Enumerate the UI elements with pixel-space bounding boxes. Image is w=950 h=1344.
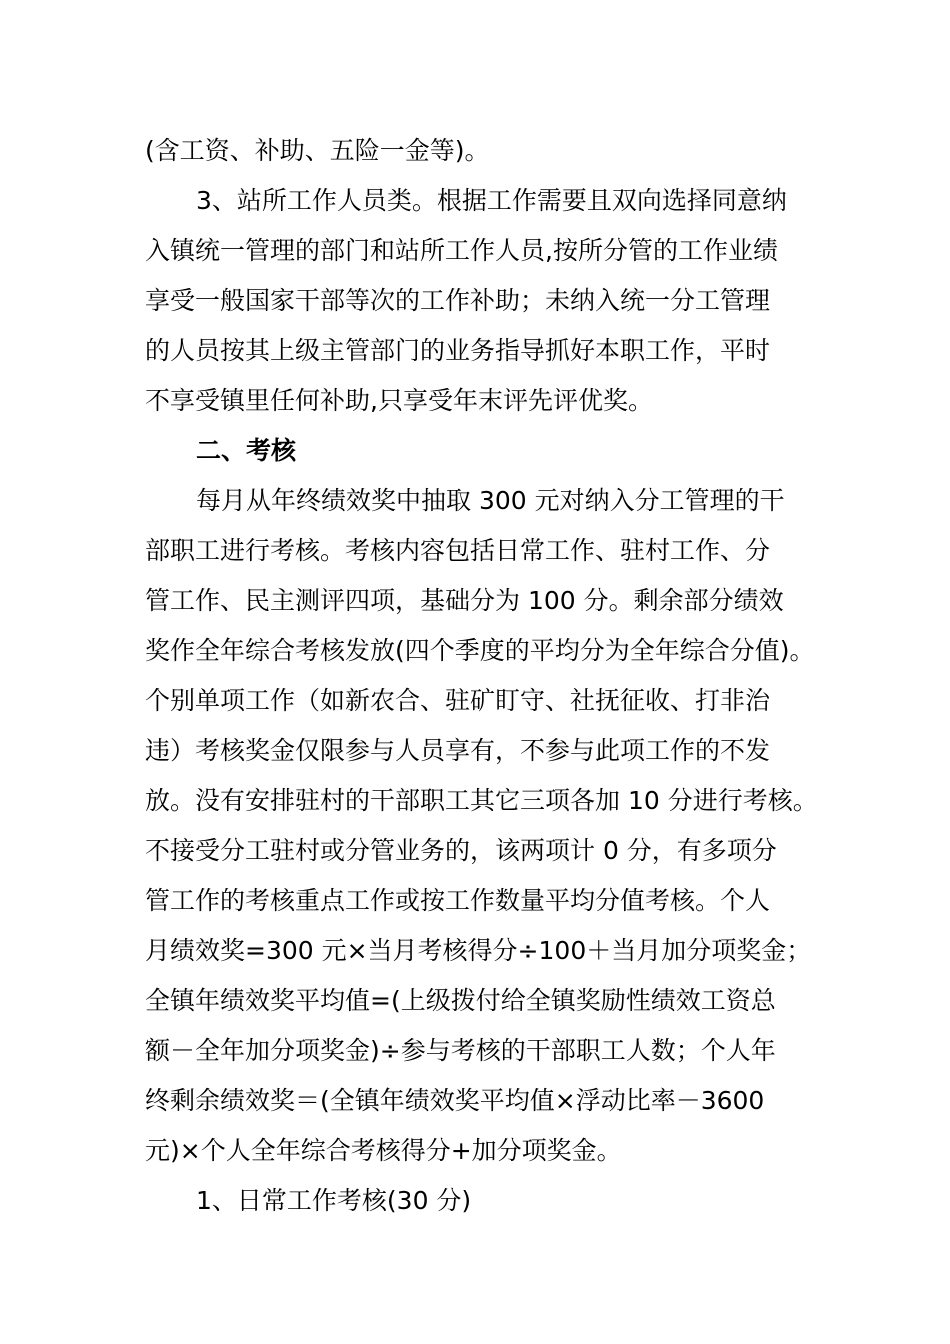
- text-line: 的人员按其上级主管部门的业务指导抓好本职工作，平时: [145, 336, 771, 365]
- text-line: 全镇年绩效奖平均值=(上级拨付给全镇奖励性绩效工资总: [145, 986, 776, 1015]
- section-heading: 二、考核: [196, 436, 297, 465]
- text-line: 入镇统一管理的部门和站所工作人员,按所分管的工作业绩: [145, 236, 778, 265]
- document-body: [145, 126, 845, 1226]
- text-line: 管工作、民主测评四项，基础分为 100 分。剩余部分绩效: [145, 586, 784, 615]
- text-line: 放。没有安排驻村的干部职工其它三项各加 10 分进行考核。: [145, 786, 818, 815]
- text-line: 个别单项工作（如新农合、驻矿盯守、社抚征收、打非治: [145, 686, 771, 715]
- text-line: 每月从年终绩效奖中抽取 300 元对纳入分工管理的干: [196, 486, 785, 515]
- text-line: 奖作全年综合考核发放(四个季度的平均分为全年综合分值)。: [145, 636, 815, 665]
- text-line: 额－全年加分项奖金)÷参与考核的干部职工人数；个人年: [145, 1036, 776, 1065]
- text-line: 管工作的考核重点工作或按工作数量平均分值考核。个人: [145, 886, 771, 915]
- text-line: 元)×个人全年综合考核得分+加分项奖金。: [145, 1136, 622, 1165]
- text-line: 3、站所工作人员类。根据工作需要且双向选择同意纳: [196, 186, 787, 215]
- text-line: 不享受镇里任何补助,只享受年末评先评优奖。: [145, 386, 653, 415]
- text-line: (含工资、补助、五险一金等)。: [145, 136, 490, 165]
- text-line: 不接受分工驻村或分管业务的，该两项计 0 分，有多项分: [145, 836, 777, 865]
- text-line: 终剩余绩效奖＝(全镇年绩效奖平均值×浮动比率－3600: [145, 1086, 765, 1115]
- text-line: 享受一般国家干部等次的工作补助；未纳入统一分工管理: [145, 286, 771, 315]
- text-line: 部职工进行考核。考核内容包括日常工作、驻村工作、分: [145, 536, 771, 565]
- text-line: 违）考核奖金仅限参与人员享有，不参与此项工作的不发: [145, 736, 771, 765]
- text-line: 月绩效奖=300 元×当月考核得分÷100＋当月加分项奖金；: [145, 936, 812, 965]
- subsection-heading: 1、日常工作考核(30 分): [196, 1186, 472, 1215]
